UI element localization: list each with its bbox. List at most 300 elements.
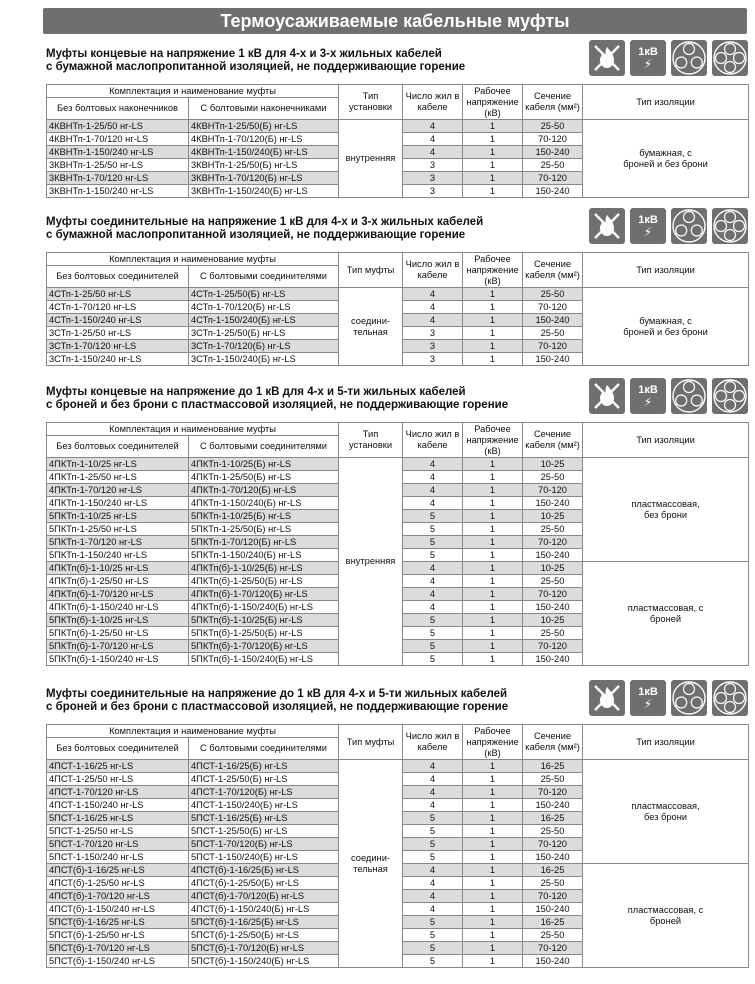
name-without-bolts: 3СТп-1-70/120 нг-LS [47, 340, 189, 353]
cores-value: 5 [403, 640, 463, 653]
name-without-bolts: 5ПСТ(б)-1-150/240 нг-LS [47, 955, 189, 968]
insulation-value: бумажная, с броней и без брони [583, 288, 749, 366]
voltage-value: 1 [463, 471, 523, 484]
section-value: 70-120 [523, 301, 583, 314]
section-value: 25-50 [523, 575, 583, 588]
voltage-label: 1кВ [638, 685, 658, 698]
product-table [46, 422, 749, 666]
header-voltage: Рабочее напряжение (кВ) [463, 85, 523, 120]
voltage-value: 1 [463, 903, 523, 916]
section-value: 10-25 [523, 562, 583, 575]
table-row [47, 120, 749, 133]
header-col2: С болтовыми соединителями [189, 266, 339, 288]
name-without-bolts: 5ПКТп-1-10/25 нг-LS [47, 510, 189, 523]
name-with-bolts: 5ПСТ-1-16/25(Б) нг-LS [189, 812, 339, 825]
section-value: 16-25 [523, 916, 583, 929]
header-col2: С болтовыми наконечниками [189, 98, 339, 120]
cores-value: 5 [403, 916, 463, 929]
voltage-value: 1 [463, 133, 523, 146]
feature-icons [589, 40, 748, 76]
name-without-bolts: 4ПСТ-1-25/50 нг-LS [47, 773, 189, 786]
voltage-label: 1кВ [638, 45, 658, 58]
name-with-bolts: 3КВНТп-1-150/240(Б) нг-LS [189, 185, 339, 198]
cable-3core-icon [671, 208, 707, 244]
cores-value: 4 [403, 575, 463, 588]
cores-value: 4 [403, 497, 463, 510]
cores-value: 5 [403, 955, 463, 968]
name-with-bolts: 3СТп-1-70/120(Б) нг-LS [189, 340, 339, 353]
name-with-bolts: 5ПКТп(б)-1-70/120(Б) нг-LS [189, 640, 339, 653]
voltage-value: 1 [463, 877, 523, 890]
cores-value: 4 [403, 562, 463, 575]
name-without-bolts: 4ПКТп-1-10/25 нг-LS [47, 458, 189, 471]
section-value: 70-120 [523, 786, 583, 799]
section-value: 10-25 [523, 510, 583, 523]
cores-value: 4 [403, 314, 463, 327]
name-with-bolts: 4ПКТп-1-10/25(Б) нг-LS [189, 458, 339, 471]
voltage-value: 1 [463, 562, 523, 575]
name-with-bolts: 4СТп-1-150/240(Б) нг-LS [189, 314, 339, 327]
voltage-value: 1 [463, 929, 523, 942]
voltage-value: 1 [463, 172, 523, 185]
header-cores: Число жил в кабеле [403, 85, 463, 120]
section-value: 25-50 [523, 159, 583, 172]
cores-value: 3 [403, 159, 463, 172]
name-without-bolts: 4ПСТ(б)-1-150/240 нг-LS [47, 903, 189, 916]
section-value: 150-240 [523, 903, 583, 916]
name-with-bolts: 4ПКТп(б)-1-10/25(Б) нг-LS [189, 562, 339, 575]
lightning-icon: ⚡ [643, 394, 653, 409]
name-without-bolts: 4СТп-1-150/240 нг-LS [47, 314, 189, 327]
section-title-line2: с бумажной маслопропитанной изоляцией, не поддерживающие горение [46, 61, 466, 73]
name-without-bolts: 5ПСТ-1-70/120 нг-LS [47, 838, 189, 851]
header-cores: Число жил в кабеле [403, 253, 463, 288]
voltage-value: 1 [463, 864, 523, 877]
name-with-bolts: 5ПКТп-1-150/240(Б) нг-LS [189, 549, 339, 562]
voltage-1kv-icon [630, 208, 666, 244]
section-value: 70-120 [523, 484, 583, 497]
name-with-bolts: 4ПКТп-1-70/120(Б) нг-LS [189, 484, 339, 497]
cores-value: 3 [403, 340, 463, 353]
voltage-value: 1 [463, 536, 523, 549]
header-type: Тип муфты [339, 253, 403, 288]
no-fire-icon [589, 680, 625, 716]
name-with-bolts: 4ПСТ(б)-1-150/240(Б) нг-LS [189, 903, 339, 916]
no-fire-icon [589, 208, 625, 244]
cores-value: 4 [403, 903, 463, 916]
name-with-bolts: 4ПКТп(б)-1-25/50(Б) нг-LS [189, 575, 339, 588]
name-without-bolts: 4ПКТп(б)-1-25/50 нг-LS [47, 575, 189, 588]
section-value: 150-240 [523, 653, 583, 666]
voltage-value: 1 [463, 812, 523, 825]
name-with-bolts: 5ПКТп(б)-1-10/25(Б) нг-LS [189, 614, 339, 627]
cores-value: 4 [403, 146, 463, 159]
voltage-value: 1 [463, 640, 523, 653]
name-with-bolts: 5ПСТ-1-70/120(Б) нг-LS [189, 838, 339, 851]
cores-value: 5 [403, 825, 463, 838]
name-without-bolts: 5ПКТп(б)-1-150/240 нг-LS [47, 653, 189, 666]
name-without-bolts: 4КВНТп-1-150/240 нг-LS [47, 146, 189, 159]
name-with-bolts: 5ПКТп-1-10/25(Б) нг-LS [189, 510, 339, 523]
insulation-value: пластмассовая, без брони [583, 458, 749, 562]
section-title [46, 48, 516, 74]
voltage-value: 1 [463, 653, 523, 666]
header-section: Сечение кабеля (мм²) [523, 725, 583, 760]
section-value: 150-240 [523, 497, 583, 510]
voltage-value: 1 [463, 314, 523, 327]
cores-value: 5 [403, 510, 463, 523]
cores-value: 4 [403, 773, 463, 786]
section-title [46, 386, 516, 412]
name-with-bolts: 3КВНТп-1-70/120(Б) нг-LS [189, 172, 339, 185]
table-row [47, 288, 749, 301]
name-without-bolts: 3СТп-1-150/240 нг-LS [47, 353, 189, 366]
section-value: 25-50 [523, 327, 583, 340]
header-type: Тип установки [339, 423, 403, 458]
voltage-value: 1 [463, 575, 523, 588]
cores-value: 5 [403, 812, 463, 825]
name-with-bolts: 5ПСТ(б)-1-150/240(Б) нг-LS [189, 955, 339, 968]
section-value: 25-50 [523, 471, 583, 484]
name-with-bolts: 5ПКТп-1-70/120(Б) нг-LS [189, 536, 339, 549]
type-value: внутренняя [339, 120, 403, 198]
cable-4core-icon [712, 208, 748, 244]
voltage-value: 1 [463, 523, 523, 536]
header-insulation: Тип изоляции [583, 253, 749, 288]
name-with-bolts: 4ПКТп(б)-1-70/120(Б) нг-LS [189, 588, 339, 601]
header-type: Тип установки [339, 85, 403, 120]
voltage-1kv-icon [630, 40, 666, 76]
section-value: 10-25 [523, 614, 583, 627]
insulation-value: пластмассовая, с броней [583, 864, 749, 968]
cores-value: 4 [403, 288, 463, 301]
name-with-bolts: 4ПСТ-1-16/25(Б) нг-LS [189, 760, 339, 773]
voltage-value: 1 [463, 510, 523, 523]
cores-value: 5 [403, 838, 463, 851]
header-voltage: Рабочее напряжение (кВ) [463, 423, 523, 458]
name-without-bolts: 4ПСТ(б)-1-16/25 нг-LS [47, 864, 189, 877]
header-col2: С болтовыми соединителями [189, 436, 339, 458]
section-value: 16-25 [523, 760, 583, 773]
page-banner: Термоусаживаемые кабельные муфты [43, 8, 747, 34]
lightning-icon: ⚡ [643, 696, 653, 711]
voltage-value: 1 [463, 916, 523, 929]
cores-value: 4 [403, 601, 463, 614]
name-without-bolts: 4ПСТ-1-150/240 нг-LS [47, 799, 189, 812]
section-title-line1: Муфты соединительные на напряжение 1 кВ для 4-х и 3-х жильных кабелей [46, 216, 484, 228]
name-with-bolts: 5ПКТп(б)-1-25/50(Б) нг-LS [189, 627, 339, 640]
section-value: 70-120 [523, 340, 583, 353]
header-voltage: Рабочее напряжение (кВ) [463, 725, 523, 760]
voltage-value: 1 [463, 627, 523, 640]
name-without-bolts: 5ПКТп(б)-1-70/120 нг-LS [47, 640, 189, 653]
section-value: 150-240 [523, 851, 583, 864]
voltage-value: 1 [463, 942, 523, 955]
header-section: Сечение кабеля (мм²) [523, 85, 583, 120]
cores-value: 5 [403, 523, 463, 536]
no-fire-icon [589, 40, 625, 76]
name-without-bolts: 4ПКТп(б)-1-70/120 нг-LS [47, 588, 189, 601]
cores-value: 4 [403, 484, 463, 497]
name-with-bolts: 3КВНТп-1-25/50(Б) нг-LS [189, 159, 339, 172]
name-without-bolts: 5ПСТ(б)-1-70/120 нг-LS [47, 942, 189, 955]
header-insulation: Тип изоляции [583, 85, 749, 120]
section-value: 150-240 [523, 314, 583, 327]
name-with-bolts: 5ПКТп(б)-1-150/240(Б) нг-LS [189, 653, 339, 666]
cores-value: 5 [403, 851, 463, 864]
section-value: 70-120 [523, 536, 583, 549]
name-with-bolts: 4КВНТп-1-70/120(Б) нг-LS [189, 133, 339, 146]
product-table [46, 84, 749, 198]
voltage-label: 1кВ [638, 213, 658, 226]
name-with-bolts: 5ПКТп-1-25/50(Б) нг-LS [189, 523, 339, 536]
cores-value: 4 [403, 588, 463, 601]
voltage-value: 1 [463, 601, 523, 614]
name-with-bolts: 4ПКТп-1-150/240(Б) нг-LS [189, 497, 339, 510]
name-without-bolts: 4ПСТ(б)-1-70/120 нг-LS [47, 890, 189, 903]
name-without-bolts: 3КВНТп-1-70/120 нг-LS [47, 172, 189, 185]
header-type: Тип муфты [339, 725, 403, 760]
name-with-bolts: 4СТп-1-70/120(Б) нг-LS [189, 301, 339, 314]
cores-value: 4 [403, 799, 463, 812]
name-without-bolts: 5ПКТп(б)-1-25/50 нг-LS [47, 627, 189, 640]
name-without-bolts: 4ПКТп(б)-1-150/240 нг-LS [47, 601, 189, 614]
cores-value: 4 [403, 877, 463, 890]
cores-value: 4 [403, 471, 463, 484]
name-with-bolts: 4КВНТп-1-150/240(Б) нг-LS [189, 146, 339, 159]
cores-value: 5 [403, 614, 463, 627]
section-value: 70-120 [523, 942, 583, 955]
type-value: внутренняя [339, 458, 403, 666]
voltage-value: 1 [463, 288, 523, 301]
header-group: Комплектация и наименование муфты [47, 423, 339, 436]
section-value: 150-240 [523, 353, 583, 366]
section-value: 70-120 [523, 890, 583, 903]
section-title-line2: с бумажной маслопропитанной изоляцией, не поддерживающие горение [46, 229, 466, 241]
header-col1: Без болтовых соединителей [47, 266, 189, 288]
cable-4core-icon [712, 40, 748, 76]
voltage-value: 1 [463, 851, 523, 864]
section-value: 70-120 [523, 838, 583, 851]
voltage-1kv-icon [630, 680, 666, 716]
section-value: 150-240 [523, 601, 583, 614]
name-without-bolts: 4СТп-1-25/50 нг-LS [47, 288, 189, 301]
name-with-bolts: 5ПСТ(б)-1-16/25(Б) нг-LS [189, 916, 339, 929]
name-with-bolts: 5ПСТ-1-25/50(Б) нг-LS [189, 825, 339, 838]
voltage-value: 1 [463, 588, 523, 601]
name-with-bolts: 4ПСТ(б)-1-16/25(Б) нг-LS [189, 864, 339, 877]
name-with-bolts: 3СТп-1-150/240(Б) нг-LS [189, 353, 339, 366]
voltage-label: 1кВ [638, 383, 658, 396]
section-value: 150-240 [523, 799, 583, 812]
cores-value: 4 [403, 864, 463, 877]
voltage-value: 1 [463, 120, 523, 133]
section-title [46, 216, 516, 242]
section-value: 25-50 [523, 120, 583, 133]
feature-icons [589, 680, 748, 716]
cable-4core-icon [712, 680, 748, 716]
name-with-bolts: 4ПСТ-1-70/120(Б) нг-LS [189, 786, 339, 799]
name-without-bolts: 5ПСТ(б)-1-25/50 нг-LS [47, 929, 189, 942]
header-section: Сечение кабеля (мм²) [523, 253, 583, 288]
insulation-value: пластмассовая, без брони [583, 760, 749, 864]
name-without-bolts: 5ПСТ(б)-1-16/25 нг-LS [47, 916, 189, 929]
header-group: Комплектация и наименование муфты [47, 85, 339, 98]
name-without-bolts: 3СТп-1-25/50 нг-LS [47, 327, 189, 340]
cores-value: 3 [403, 327, 463, 340]
name-with-bolts: 5ПСТ(б)-1-70/120(Б) нг-LS [189, 942, 339, 955]
name-with-bolts: 5ПСТ(б)-1-25/50(Б) нг-LS [189, 929, 339, 942]
name-without-bolts: 4ПКТп(б)-1-10/25 нг-LS [47, 562, 189, 575]
product-table [46, 252, 749, 366]
name-with-bolts: 4ПСТ-1-150/240(Б) нг-LS [189, 799, 339, 812]
cable-3core-icon [671, 40, 707, 76]
header-insulation: Тип изоляции [583, 423, 749, 458]
name-without-bolts: 4ПСТ-1-16/25 нг-LS [47, 760, 189, 773]
cores-value: 4 [403, 458, 463, 471]
cores-value: 5 [403, 942, 463, 955]
header-group: Комплектация и наименование муфты [47, 253, 339, 266]
voltage-value: 1 [463, 890, 523, 903]
section-title-line1: Муфты концевые на напряжение 1 кВ для 4-х и 3-х жильных кабелей [46, 48, 442, 60]
section-title-line2: с броней и без брони с пластмассовой изоляцией, не поддерживающие горение [46, 399, 509, 411]
header-col1: Без болтовых соединителей [47, 738, 189, 760]
no-fire-icon [589, 378, 625, 414]
section-title [46, 688, 516, 714]
section-value: 150-240 [523, 146, 583, 159]
name-without-bolts: 5ПКТп(б)-1-10/25 нг-LS [47, 614, 189, 627]
name-without-bolts: 4КВНТп-1-25/50 нг-LS [47, 120, 189, 133]
header-col1: Без болтовых соединителей [47, 436, 189, 458]
section-title-line1: Муфты концевые на напряжение до 1 кВ для 4-х и 5-ти жильных кабелей [46, 386, 466, 398]
name-without-bolts: 5ПКТп-1-150/240 нг-LS [47, 549, 189, 562]
product-table [46, 724, 749, 968]
section-value: 25-50 [523, 773, 583, 786]
header-voltage: Рабочее напряжение (кВ) [463, 253, 523, 288]
name-with-bolts: 5ПСТ-1-150/240(Б) нг-LS [189, 851, 339, 864]
name-without-bolts: 5ПКТп-1-70/120 нг-LS [47, 536, 189, 549]
voltage-value: 1 [463, 458, 523, 471]
cable-3core-icon [671, 680, 707, 716]
name-with-bolts: 4ПСТ(б)-1-70/120(Б) нг-LS [189, 890, 339, 903]
cores-value: 4 [403, 120, 463, 133]
voltage-value: 1 [463, 760, 523, 773]
voltage-value: 1 [463, 549, 523, 562]
name-without-bolts: 4КВНТп-1-70/120 нг-LS [47, 133, 189, 146]
table-row [47, 760, 749, 773]
voltage-value: 1 [463, 799, 523, 812]
voltage-1kv-icon [630, 378, 666, 414]
section-value: 25-50 [523, 929, 583, 942]
cores-value: 5 [403, 627, 463, 640]
section-value: 70-120 [523, 172, 583, 185]
voltage-value: 1 [463, 825, 523, 838]
name-without-bolts: 3КВНТп-1-150/240 нг-LS [47, 185, 189, 198]
voltage-value: 1 [463, 353, 523, 366]
name-without-bolts: 4ПСТ-1-70/120 нг-LS [47, 786, 189, 799]
voltage-value: 1 [463, 146, 523, 159]
header-col2: С болтовыми соединителями [189, 738, 339, 760]
section-value: 150-240 [523, 549, 583, 562]
name-with-bolts: 4ПКТп(б)-1-150/240(Б) нг-LS [189, 601, 339, 614]
name-without-bolts: 5ПКТп-1-25/50 нг-LS [47, 523, 189, 536]
insulation-value: бумажная, с броней и без брони [583, 120, 749, 198]
section-value: 150-240 [523, 955, 583, 968]
lightning-icon: ⚡ [643, 224, 653, 239]
voltage-value: 1 [463, 786, 523, 799]
cores-value: 3 [403, 353, 463, 366]
name-without-bolts: 3КВНТп-1-25/50 нг-LS [47, 159, 189, 172]
section-value: 150-240 [523, 185, 583, 198]
name-without-bolts: 4ПСТ(б)-1-25/50 нг-LS [47, 877, 189, 890]
section-value: 10-25 [523, 458, 583, 471]
section-title-line2: с броней и без брони с пластмассовой изоляцией, не поддерживающие горение [46, 701, 509, 713]
feature-icons [589, 378, 748, 414]
cores-value: 5 [403, 536, 463, 549]
table-row [47, 458, 749, 471]
voltage-value: 1 [463, 340, 523, 353]
section-value: 25-50 [523, 825, 583, 838]
header-section: Сечение кабеля (мм²) [523, 423, 583, 458]
name-without-bolts: 4ПКТп-1-25/50 нг-LS [47, 471, 189, 484]
cores-value: 3 [403, 172, 463, 185]
cores-value: 4 [403, 890, 463, 903]
cable-3core-icon [671, 378, 707, 414]
section-value: 16-25 [523, 864, 583, 877]
voltage-value: 1 [463, 614, 523, 627]
name-with-bolts: 4ПСТ(б)-1-25/50(Б) нг-LS [189, 877, 339, 890]
section-value: 70-120 [523, 133, 583, 146]
cores-value: 4 [403, 301, 463, 314]
cores-value: 5 [403, 653, 463, 666]
cores-value: 3 [403, 185, 463, 198]
voltage-value: 1 [463, 159, 523, 172]
section-value: 70-120 [523, 640, 583, 653]
cores-value: 4 [403, 133, 463, 146]
cores-value: 4 [403, 760, 463, 773]
name-without-bolts: 4ПКТп-1-70/120 нг-LS [47, 484, 189, 497]
voltage-value: 1 [463, 484, 523, 497]
feature-icons [589, 208, 748, 244]
name-without-bolts: 5ПСТ-1-16/25 нг-LS [47, 812, 189, 825]
insulation-value: пластмассовая, с броней [583, 562, 749, 666]
lightning-icon: ⚡ [643, 56, 653, 71]
name-with-bolts: 4СТп-1-25/50(Б) нг-LS [189, 288, 339, 301]
type-value: соедини-тельная [339, 288, 403, 366]
voltage-value: 1 [463, 301, 523, 314]
cores-value: 4 [403, 786, 463, 799]
name-with-bolts: 4ПКТп-1-25/50(Б) нг-LS [189, 471, 339, 484]
section-value: 25-50 [523, 877, 583, 890]
voltage-value: 1 [463, 955, 523, 968]
voltage-value: 1 [463, 497, 523, 510]
section-title-line1: Муфты соединительные на напряжение до 1 кВ для 4-х и 5-ти жильных кабелей [46, 688, 508, 700]
name-with-bolts: 4КВНТп-1-25/50(Б) нг-LS [189, 120, 339, 133]
header-group: Комплектация и наименование муфты [47, 725, 339, 738]
header-insulation: Тип изоляции [583, 725, 749, 760]
cores-value: 5 [403, 549, 463, 562]
section-value: 25-50 [523, 523, 583, 536]
name-without-bolts: 5ПСТ-1-25/50 нг-LS [47, 825, 189, 838]
section-value: 16-25 [523, 812, 583, 825]
name-without-bolts: 4ПКТп-1-150/240 нг-LS [47, 497, 189, 510]
header-cores: Число жил в кабеле [403, 423, 463, 458]
section-value: 70-120 [523, 588, 583, 601]
voltage-value: 1 [463, 327, 523, 340]
header-cores: Число жил в кабеле [403, 725, 463, 760]
cores-value: 5 [403, 929, 463, 942]
type-value: соедини-тельная [339, 760, 403, 968]
